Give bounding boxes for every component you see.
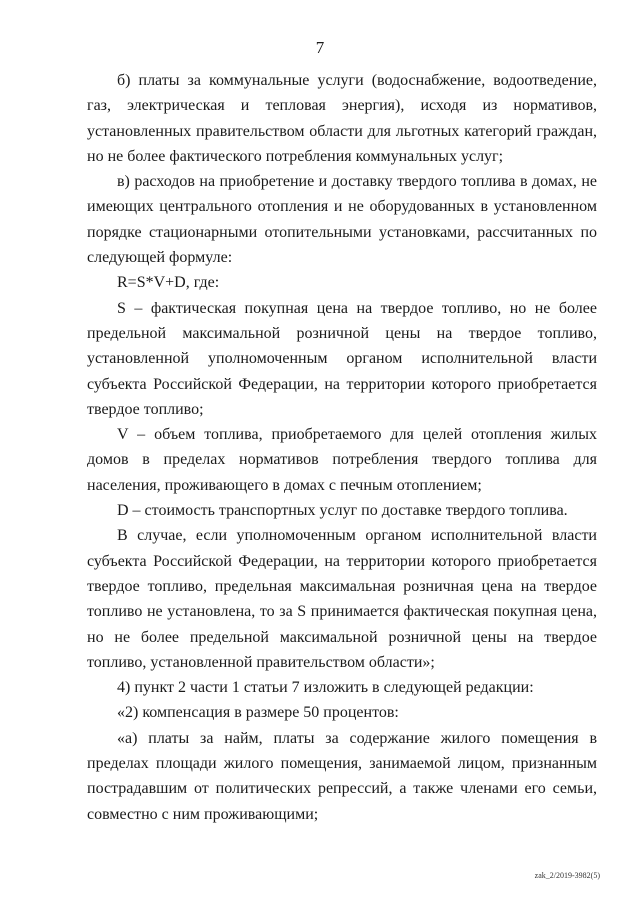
document-body bbox=[87, 68, 597, 827]
page-number: 7 bbox=[315, 38, 325, 57]
document-code: zak_2/2019-3982(5) bbox=[534, 871, 600, 880]
definition-d: D – стоимость транспортных услуг по доставке твердого топлива. bbox=[117, 502, 568, 520]
paragraph-item-a: «а) платы за найм, платы за содержание жилого помещения в пределах площади жилого помещения, занимаемой лицом, признанным пострадавшим от политических репрессий, а также членами его семьи, совместно с ним проживающими; bbox=[87, 729, 597, 823]
paragraph-compensation-50: «2) компенсация в размере 50 процентов: bbox=[117, 704, 399, 722]
formula: R=S*V+D, где: bbox=[117, 274, 220, 292]
paragraph-utilities: б) платы за коммунальные услуги (водоснабжение, водоотведение, газ, электрическая и тепловая энергия), исходя из нормативов, установленных правительством области для льготных категорий граждан, но не более фактического потребления коммунальных услуг; bbox=[87, 72, 597, 165]
definition-v: V – объем топлива, приобретаемого для целей отопления жилых домов в пределах нормативов потребления твердого топлива для населения, проживающего в домах с печным отоплением; bbox=[87, 426, 597, 494]
paragraph-item-4: 4) пункт 2 части 1 статьи 7 изложить в следующей редакции: bbox=[117, 679, 534, 697]
paragraph-price-not-set: В случае, если уполномоченным органом исполнительной власти субъекта Российской Федерации, на территории которого приобретается твердое топливо, предельная максимальная розничная цена на твердое топливо не установлена, то за S принимается фактическая покупная цена, но не более предельной максимальной розничной цены на твердое топливо, установленной правительством области»; bbox=[87, 527, 597, 671]
paragraph-solid-fuel: в) расходов на приобретение и доставку твердого топлива в домах, не имеющих центрального отопления и не оборудованных в установленном порядке стационарными отопительными установками, рассчитанных по следующей формуле: bbox=[87, 173, 597, 267]
definition-s: S – фактическая покупная цена на твердое топливо, но не более предельной максимальной розничной цены на твердое топливо, установленной уполномоченным органом исполнительной власти субъекта Российской Федерации, на территории которого приобретается твердое топливо; bbox=[87, 299, 597, 418]
